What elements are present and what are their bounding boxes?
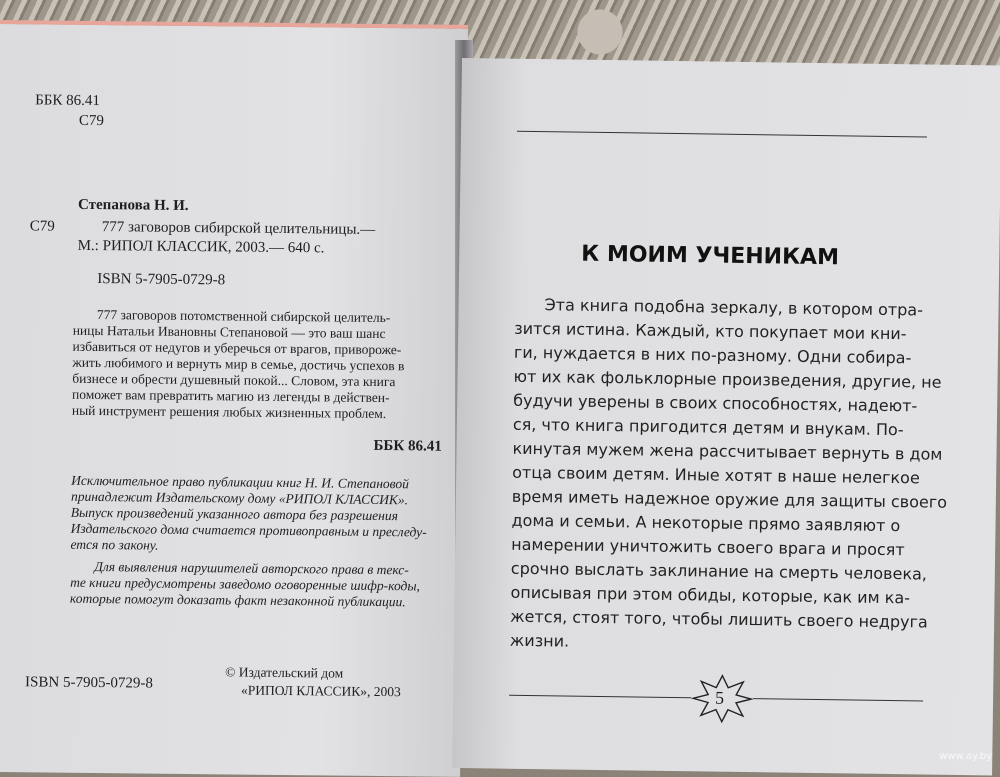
body-line: жизни. bbox=[509, 630, 570, 651]
body-line: время иметь надежное оружие для защиты своего bbox=[511, 486, 948, 512]
body-line: Эта книга подобна зеркалу, в котором отра- bbox=[544, 295, 924, 320]
title-line-1: 777 заговоров сибирской целительницы.— bbox=[101, 219, 376, 238]
piracy-line: Для выявления нарушителей авторского права в текс- bbox=[94, 559, 409, 578]
body-line: ги, нуждается в них по-разному. Одни собира- bbox=[513, 342, 912, 368]
bottom-rule-left bbox=[509, 695, 691, 699]
annotation-line: ный инструмент решения любых жизненных проблем. bbox=[71, 402, 387, 422]
author-mark: С79 bbox=[78, 112, 105, 130]
bottom-rule-right bbox=[753, 698, 923, 701]
annotation-line: 777 заговоров потомственной сибирской целитель- bbox=[96, 307, 391, 326]
author-name: Степанова Н. И. bbox=[77, 196, 189, 214]
watermark: www.ay.by bbox=[939, 751, 992, 762]
rights-line: ется по закону. bbox=[70, 536, 159, 553]
top-rule bbox=[517, 131, 927, 138]
piracy-line: те книги предусмотрены заведомо оговоренные шифр-коды, bbox=[70, 574, 420, 594]
body-line: жется, стоят того, чтобы лишить своего недруга bbox=[510, 606, 928, 632]
annotation-line: поможет вам превратить магию из легенды в действен- bbox=[72, 386, 390, 406]
bbk-bottom: ББК 86.41 bbox=[373, 437, 442, 455]
copyright-line-2: «РИПОЛ КЛАССИК», 2003 bbox=[240, 682, 401, 700]
author-mark-side: С79 bbox=[29, 218, 55, 235]
body-line: ся, что книга пригодится детям и внукам. По- bbox=[512, 414, 904, 440]
body-line: намерении уничтожить своего врага и просят bbox=[511, 534, 905, 560]
rights-line: Выпуск произведений указанного автора без разрешения bbox=[70, 504, 398, 524]
isbn-top: ISBN 5-7905-0729-8 bbox=[97, 271, 226, 289]
body-line: зится истина. Каждый, кто покупает мои кни- bbox=[514, 318, 907, 344]
body-line: кинутая мужем жена рассчитывает вернуть в дом bbox=[512, 438, 943, 464]
body-line: дома и семьи. А некоторые прямо заявляют о bbox=[511, 510, 901, 536]
body-line: будучи уверены в своих способностях, надеют- bbox=[513, 390, 918, 416]
page-number: 5 bbox=[714, 687, 725, 708]
right-page bbox=[452, 58, 1000, 775]
piracy-line: которые помогут доказать факт незаконной публикации. bbox=[69, 590, 406, 610]
bbk-code: ББК 86.41 bbox=[35, 92, 100, 110]
title-line-2: М.: РИПОЛ КЛАССИК, 2003.— 640 с. bbox=[77, 237, 325, 257]
body-line: ют их как фольклорные произведения, другие, не bbox=[513, 366, 942, 392]
annotation-line: жить любимого и вернуть мир в семье, достичь успехов в bbox=[72, 354, 405, 374]
annotation-line: ницы Натальи Ивановны Степановой — это ваш шанс bbox=[72, 322, 386, 342]
rights-line: Исключительное право публикации книг Н. И. Степановой bbox=[71, 472, 409, 492]
chapter-heading: К МОИМ УЧЕНИКАМ bbox=[581, 241, 840, 271]
isbn-bottom: ISBN 5-7905-0729-8 bbox=[24, 674, 154, 692]
annotation-line: избавиться от недугов и уберечься от врагов, привороже- bbox=[72, 338, 402, 358]
annotation-line: бизнесе и обрести душевный покой... Словом, эта книга bbox=[72, 370, 396, 390]
copyright-line-1: © Издательский дом bbox=[225, 664, 344, 681]
body-line: срочно выслать заклинание на смерть человека, bbox=[510, 558, 928, 584]
left-page bbox=[0, 20, 468, 777]
rights-line: Издательского дома считается противоправным и преследу- bbox=[70, 520, 427, 540]
body-line: отца своим детям. Иные хотят в наше нелегкое bbox=[512, 462, 920, 488]
rights-line: принадлежит Издательскому дому «РИПОЛ КЛАССИК». bbox=[70, 488, 409, 508]
body-line: описывая при этом обиды, которые, как им ка- bbox=[510, 582, 911, 608]
